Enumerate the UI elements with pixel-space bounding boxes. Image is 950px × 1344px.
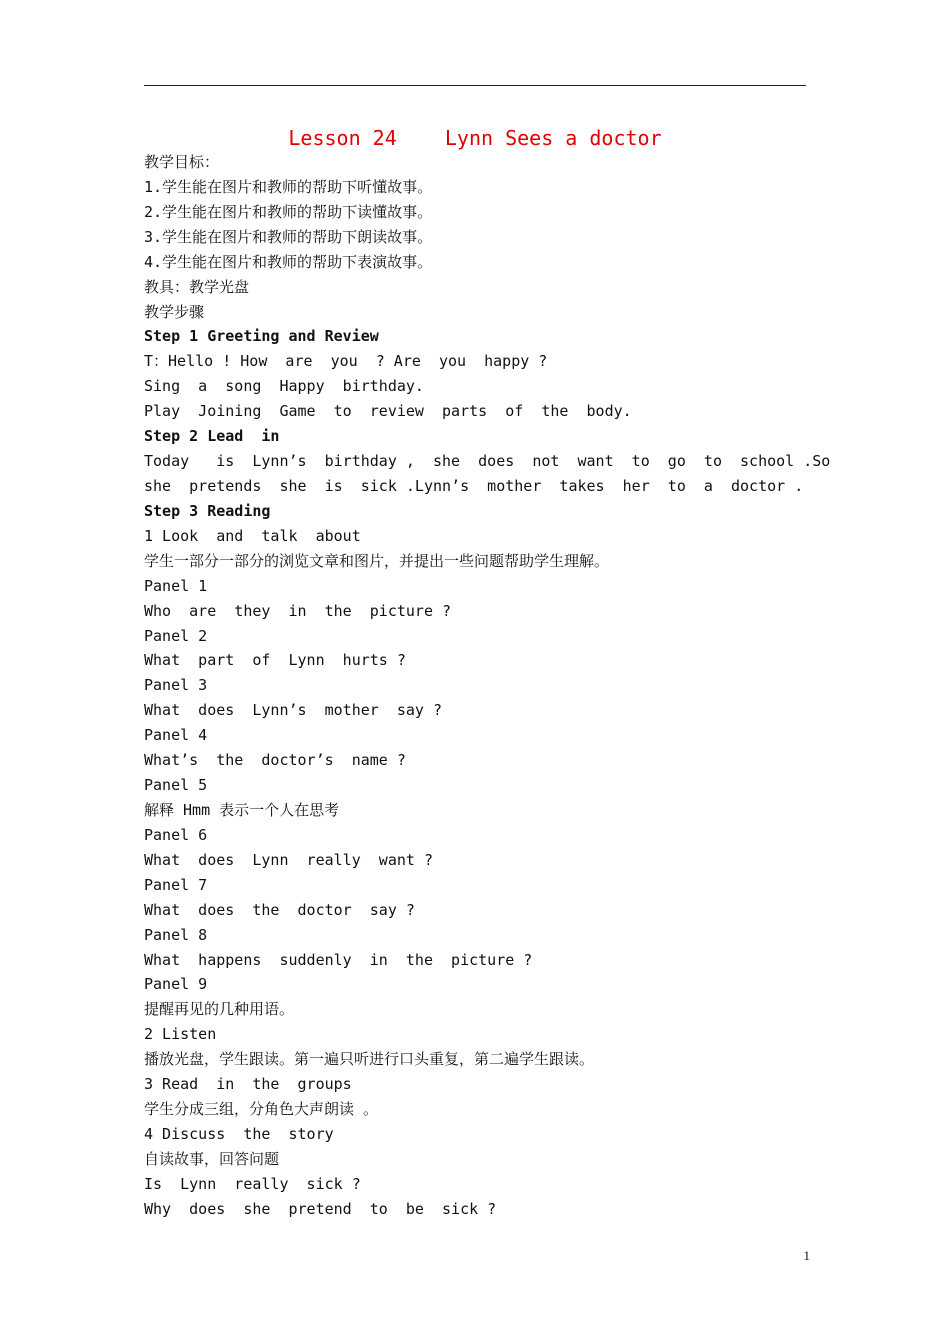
text-line: she pretends she is sick .Lynn’s mother takes her to a doctor . [144, 476, 804, 495]
document-body [144, 150, 831, 1222]
text-line: What part of Lynn hurts ? [144, 651, 406, 670]
text-line: Panel 1 [144, 576, 208, 595]
text-line: 1 Look and talk about [144, 526, 361, 545]
step-heading: Step 2 Lead in [144, 427, 280, 446]
text-line: Panel 5 [144, 776, 208, 795]
text-line: What does the doctor say ? [144, 900, 415, 919]
text-line: Panel 3 [144, 676, 208, 695]
text-line: 3 Read in the groups [144, 1075, 352, 1094]
text-line: 2.学生能在图片和教师的帮助下读懂故事。 [144, 202, 433, 221]
text-line: 3.学生能在图片和教师的帮助下朗读故事。 [144, 227, 433, 246]
text-line: 播放光盘，学生跟读。第一遍只听进行口头重复，第二遍学生跟读。 [144, 1050, 595, 1069]
text-line: 教学目标： [144, 153, 220, 171]
text-line: What does Lynn really want ? [144, 850, 433, 869]
text-line: 4 Discuss the story [144, 1124, 334, 1143]
text-line: 学生分成三组，分角色大声朗读 。 [144, 1100, 379, 1119]
text-line: What happens suddenly in the picture ? [144, 950, 533, 969]
step-heading: Step 1 Greeting and Review [144, 327, 379, 346]
text-line: What does Lynn’s mother say ? [144, 701, 443, 720]
text-line: Who are they in the picture ? [144, 601, 452, 620]
text-line: Today is Lynn’s birthday , she does not want to go to school .So [144, 452, 831, 471]
text-line: Panel 2 [144, 626, 208, 645]
text-line: T：Hello ! How are you ? Are you happy ? [144, 352, 548, 371]
text-line: 1.学生能在图片和教师的帮助下听懂故事。 [144, 177, 433, 196]
text-line: Panel 9 [144, 975, 208, 994]
lesson-title: Lesson 24 Lynn Sees a doctor [288, 126, 662, 150]
text-line: 2 Listen [144, 1025, 217, 1044]
text-line: 4.学生能在图片和教师的帮助下表演故事。 [144, 252, 433, 271]
page-number: 1 [803, 1248, 810, 1263]
text-line: 解释 Hmm 表示一个人在思考 [144, 800, 340, 819]
text-line: 教具：教学光盘 [144, 277, 250, 296]
text-line: Is Lynn really sick ? [144, 1174, 361, 1193]
text-line: 教学步骤 [144, 302, 205, 321]
text-line: Panel 8 [144, 925, 208, 944]
text-line: Sing a song Happy birthday. [144, 377, 424, 396]
header-rule [144, 85, 806, 86]
text-line: Why does she pretend to be sick ? [144, 1199, 497, 1218]
text-line: Panel 4 [144, 726, 208, 745]
text-line: What’s the doctor’s name ? [144, 751, 406, 770]
step-heading: Step 3 Reading [144, 501, 271, 520]
text-line: 提醒再见的几种用语。 [144, 1000, 295, 1019]
text-line: Play Joining Game to review parts of the body. [144, 402, 632, 421]
text-line: Panel 6 [144, 825, 208, 844]
text-line: Panel 7 [144, 875, 208, 894]
text-line: 学生一部分一部分的浏览文章和图片，并提出一些问题帮助学生理解。 [144, 551, 610, 570]
text-line: 自读故事，回答问题 [144, 1149, 280, 1168]
